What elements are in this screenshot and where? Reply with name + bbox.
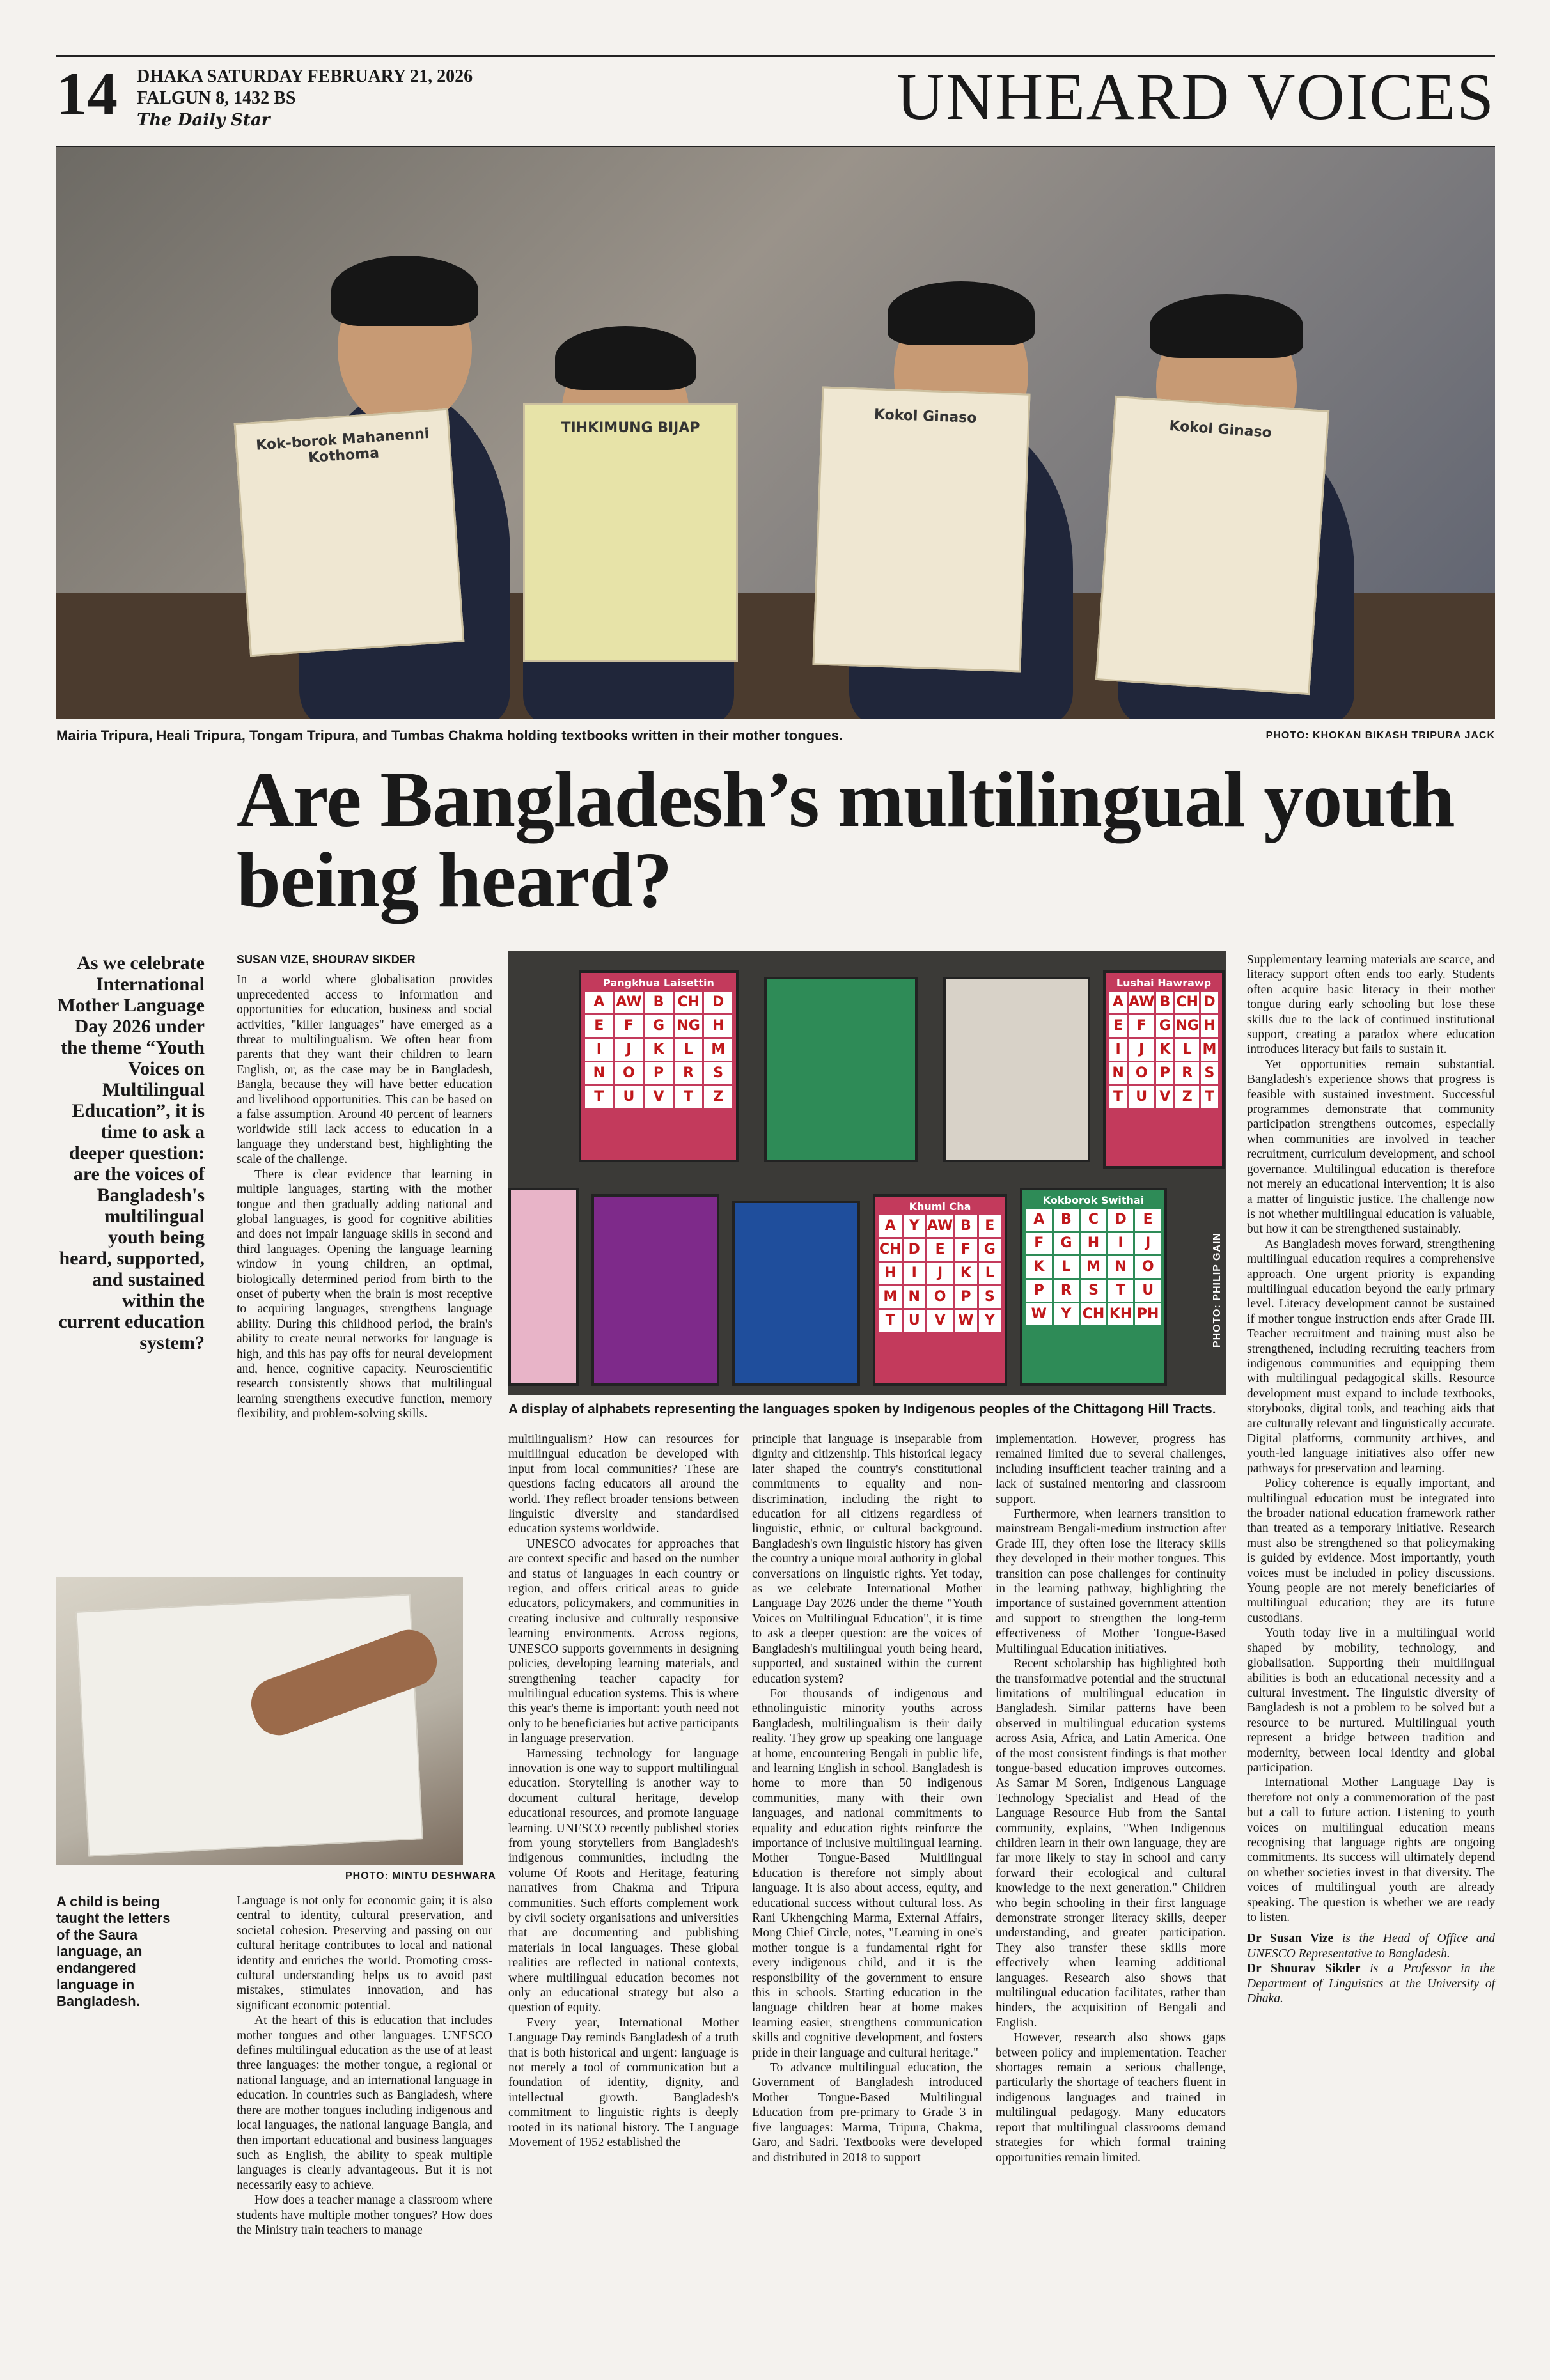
alphabet-letter: O — [927, 1286, 953, 1308]
alphabet-letter: CH — [879, 1239, 902, 1261]
alphabet-letter: KH — [1108, 1303, 1134, 1325]
alphabet-letter: S — [704, 1062, 732, 1084]
alphabet-letter: K — [1026, 1256, 1052, 1278]
alphabet-letter: D — [904, 1239, 925, 1261]
alphabet-letter: P — [1156, 1062, 1173, 1084]
student-hair — [555, 326, 696, 390]
alphabet-letter: B — [1156, 992, 1173, 1013]
alphabet-letter: A — [585, 992, 613, 1013]
paragraph: At the heart of this is education that includes mother tongues and other languages. UNESCO defines multilingual education as the use of at least three languages: the mother tongue, a regional or national language, and an international language in education. In countries such as Bangladesh, where there are mother tongues including indigenous and local languages, the national language Bangla, and then important educational and business languages such as English, the ability to speak multiple languages is clearly advantageous. But it is not necessarily easy to achieve. — [237, 2014, 492, 2192]
chart-photo-credit: PHOTO: PHILIP GAIN — [1212, 1233, 1223, 1348]
masthead — [56, 55, 1495, 148]
paragraph: In a world where globalisation provides unprecedented access to information and opportunities for education, business and social activities, "killer languages" have emerged as a threat to multilingualism. We often hear from parents that they want their children to learn English, or, as the case may be in Bangladesh, Bangla, because they will have better education and livelihood opportunities. This can be based on a false assumption. Around 40 percent of learners worldwide still lack access to education in a language they understand best, highlighting the scale of the challenge. — [237, 973, 492, 1167]
paragraph: However, research also shows gaps between policy and implementation. Teacher shortages remain a serious challenge, particularly the shortage of teachers fluent in indigenous languages and trained in multilingual pedagogy. Many educators report that multilingual classrooms demand strategies for which formal training opportunities remain limited. — [996, 2031, 1226, 2165]
publication-name: The Daily Star — [137, 111, 270, 130]
alphabet-letter: O — [1129, 1062, 1154, 1084]
alphabet-chart: Lushai Hawrawp A AW B CH D E F G NG H I J K L M N O P R S T U V Z T — [1103, 970, 1225, 1169]
alphabet-letter: J — [1129, 1039, 1154, 1061]
alphabet-letter: S — [979, 1286, 1001, 1308]
paragraph: Every year, International Mother Language Day reminds Bangladesh of a truth that is both historical and urgent: language is not merely a tool of communication but a foundation of identity, dignity, and intellectual growth. Bangladesh's commitment to linguistic rights is deeply rooted in its national history. The Language Movement of 1952 established the — [508, 2016, 739, 2150]
alphabet-letter: R — [1175, 1062, 1198, 1084]
alphabet-letter: I — [1108, 1233, 1134, 1254]
alphabet-letter: M — [1201, 1039, 1218, 1061]
textbook: Kok-borok Mahanenni Kothoma — [234, 408, 465, 657]
alphabet-letter: G — [979, 1239, 1001, 1261]
alphabet-letter: A — [1026, 1209, 1052, 1231]
alphabet-letter: R — [1054, 1280, 1079, 1302]
alphabet-letter: Z — [1175, 1086, 1198, 1108]
textbook: Kokol Ginaso — [812, 386, 1030, 672]
paragraph: Harnessing technology for language innovation is one way to support multilingual education. Storytelling is another way to document cultural heritage, develop educational resources, and promote language learning. UNESCO recently published stories from young storytellers from Bangladesh's indigenous communities, including the volume Of Roots and Heritage, featuring narratives from Chakma and Tripura communities. Such efforts complement work by civil society organisations and universities that are documenting and publishing materials in local languages. These global realities are reflected in national contexts, where multilingual education becomes not only an educational strategy but also a question of equity. — [508, 1746, 739, 2015]
alphabet-letter: CH — [675, 992, 703, 1013]
alphabet-letter: K — [645, 1039, 673, 1061]
alphabet-letter: T — [585, 1086, 613, 1108]
alphabet-letter: B — [645, 992, 673, 1013]
top-photo-caption: Mairia Tripura, Heali Tripura, Tongam Tripura, and Tumbas Chakma holding textbooks written in their mother tongues. — [56, 727, 843, 743]
article-column-4 — [752, 1432, 982, 2165]
alphabet-letter: Z — [704, 1086, 732, 1108]
alphabet-letter: T — [879, 1310, 902, 1332]
alphabet-letter: L — [1175, 1039, 1198, 1061]
alphabet-letter: AW — [615, 992, 643, 1013]
alphabet-letter: F — [1129, 1015, 1154, 1037]
paragraph: Yet opportunities remain substantial. Bangladesh's experience shows that progress is feasible with sustained investment. Successful programmes demonstrate that community participation strengthens outcomes, especially when communities are involved in teacher recruitment, curriculum development, and school governance. Multilingual education is therefore not merely an educational intervention; it is also a matter of linguistic justice. The challenge now is not whether multilingual education is valuable, but how it can be strengthened sustainably. — [1247, 1057, 1495, 1236]
alphabet-letter: P — [1026, 1280, 1052, 1302]
alphabet-letter: L — [979, 1263, 1001, 1284]
alphabet-letter: G — [1054, 1233, 1079, 1254]
paragraph: Youth today live in a multilingual world shaped by mobility, technology, and globalisation. Supporting their multilingual abilities is both an educational necessity and a cultural investment. The linguistic diversity of Bangladesh is not a problem to be solved but a resource to be nurtured. Multilingual youth represent a bridge between tradition and modernity, between local identity and global participation. — [1247, 1626, 1495, 1775]
alphabet-chart — [732, 1201, 860, 1386]
alphabet-letter: H — [879, 1263, 902, 1284]
alphabet-letter: D — [1201, 992, 1218, 1013]
paragraph: International Mother Language Day is therefore not only a commemoration of the past but a call to future action. Listening to youth voices on multilingual education means recognising that language rights are ongoing commitments. Its success will ultimately depend on whether societies invest in that diversity. The voices of multilingual youth are already speaking. The question is whether we are ready to listen. — [1247, 1776, 1495, 1924]
alphabet-letter: T — [1109, 1086, 1127, 1108]
alphabet-letter: AW — [927, 1215, 953, 1237]
alphabet-letter: Y — [904, 1215, 925, 1237]
alphabet-letter: U — [1135, 1280, 1161, 1302]
alphabet-letter: P — [955, 1286, 976, 1308]
alphabet-letter: F — [955, 1239, 976, 1261]
alphabet-chart — [764, 977, 918, 1162]
alphabet-letter: N — [904, 1286, 925, 1308]
article-column-3 — [508, 1432, 739, 2151]
alphabet-letter: L — [1054, 1256, 1079, 1278]
article-column-2 — [237, 1894, 492, 2237]
alphabet-letter: N — [585, 1062, 613, 1084]
alphabet-letter: CH — [1175, 992, 1198, 1013]
alphabet-letter: T — [675, 1086, 703, 1108]
alphabet-letter: J — [1135, 1233, 1161, 1254]
alphabet-letter: C — [1081, 1209, 1106, 1231]
alphabet-letter: D — [1108, 1209, 1134, 1231]
paragraph: multilingualism? How can resources for multilingual education be developed with input from local communities? These are questions facing educators all around the world. They reflect broader tensions between linguistic diversity and standardised education systems worldwide. — [508, 1433, 739, 1536]
paragraph: Recent scholarship has highlighted both the transformative potential and the structural limitations of multilingual education in Bangladesh. Similar patterns have been observed in multilingual education systems across Asia, Africa, and Latin America. One of the most consistent findings is that mother tongue-based education improves outcomes. As Samar M Soren, Indigenous Language Technology Specialist and Head of the Language Resource Hub from the Santal community, explains, "When Indigenous children learn in their own language, they are far more likely to stay in school and carry forward their ecological and cultural knowledge to the next generation." Children who begin schooling in their first language demonstrate stronger literacy skills, deeper understanding, and greater participation. They also transfer these skills more effectively when learning additional languages. Research also shows that multilingual education facilitates, rather than hinders, the acquisition of Bengali and English. — [996, 1657, 1226, 2030]
section-title: UNHEARD VOICES — [896, 60, 1495, 134]
page-number: 14 — [56, 59, 118, 128]
standfirst: As we celebrate International Mother Language Day 2026 under the theme “Youth Voices on Multilingual Education”, it is time to ask a deeper question: are the voices of Bangladesh's multilingual youth being heard, supported, and sustained within the current education system? — [57, 953, 205, 1353]
alphabet-letter: NG — [675, 1015, 703, 1037]
alphabet-letter: D — [704, 992, 732, 1013]
alphabet-letter: V — [927, 1310, 953, 1332]
alphabet-letter: E — [1135, 1209, 1161, 1231]
article-column-1 — [237, 953, 492, 1422]
alphabet-letter: U — [615, 1086, 643, 1108]
alphabet-letter: G — [1156, 1015, 1173, 1037]
alphabet-letter: E — [585, 1015, 613, 1037]
alphabet-letter: B — [1054, 1209, 1079, 1231]
alphabet-letter: H — [704, 1015, 732, 1037]
alphabet-letter: AW — [1129, 992, 1154, 1013]
paragraph: For thousands of indigenous and ethnolinguistic minority youths across Bangladesh, multilingualism is their daily reality. They grow up speaking one language at home, encountering Bengali in public life, and learning English in school. Bangladesh is home to more than 50 indigenous communities, many with their own languages, and national commitments to equality and education rights reinforce the importance of inclusive multilingual learning. Mother Tongue-Based Multilingual Education is therefore not simply about language. It is also about access, equity, and educational success without cultural loss. As Rani Ukhengching Marma, External Affairs, Mong Chief Circle, notes, "Learning in one's mother tongue is a fundamental right for every indigenous child, and it is the responsibility of the government to ensure this in schools. Starting education in the language children hear at home makes learning easier, strengthens communication skills and cognitive development, and fosters pride in their language and cultural heritage." — [752, 1686, 982, 2060]
alphabet-letter: K — [1156, 1039, 1173, 1061]
alphabet-letter: A — [1109, 992, 1127, 1013]
child-photo-credit: PHOTO: MINTU DESHWARA — [345, 1871, 496, 1881]
alphabet-letter: R — [675, 1062, 703, 1084]
alphabet-letter: S — [1081, 1280, 1106, 1302]
top-photo — [56, 147, 1495, 719]
alphabet-letter: U — [904, 1310, 925, 1332]
alphabet-letter: N — [1108, 1256, 1134, 1278]
alphabet-letter: J — [927, 1263, 953, 1284]
alphabet-chart — [508, 1188, 579, 1386]
alphabet-chart: Pangkhua Laisettin A AW B CH D E F G NG H I J K L M N O P R S T U V T Z — [579, 970, 739, 1162]
alphabet-letter: A — [879, 1215, 902, 1237]
alphabet-letter: E — [927, 1239, 953, 1261]
alphabet-letter: F — [615, 1015, 643, 1037]
paragraph: Supplementary learning materials are scarce, and literacy support often ends too early. Students often acquire basic literacy in their mother tongue during early schooling but lose these skills due to the lack of continued institutional support, creating a paradox where education introduces literacy but fails to sustain it. — [1247, 953, 1495, 1057]
top-photo-credit: PHOTO: KHOKAN BIKASH TRIPURA JACK — [1265, 730, 1495, 741]
bangla-date: FALGUN 8, 1432 BS — [137, 88, 296, 108]
author-bio: Dr Shourav Sikder is a Professor in the Department of Linguistics at the University of Dhaka. — [1247, 1962, 1495, 2006]
alphabet-letter: V — [645, 1086, 673, 1108]
alphabet-letter: J — [615, 1039, 643, 1061]
alphabet-letter: T — [1108, 1280, 1134, 1302]
student-hair — [331, 256, 478, 326]
byline: SUSAN VIZE, SHOURAV SIKDER — [237, 953, 416, 966]
alphabet-letter: L — [675, 1039, 703, 1061]
paragraph: principle that language is inseparable from dignity and citizenship. This historical legacy later shaped the country's constitutional commitments to equality and non-discrimination, including the right to education for all citizens regardless of linguistic, ethnic, or cultural background. Bangladesh's own linguistic history has given the country a unique moral authority in global conversations on linguistic rights. Yet today, as we celebrate International Mother Language Day 2026 under the theme "Youth Voices on Multilingual Education", it is time to ask a deeper question: are the voices of Bangladesh's multilingual youth being heard, supported, and sustained within the current education system? — [752, 1433, 982, 1686]
headline: Are Bangladesh’s multilingual youth being heard? — [237, 756, 1455, 924]
alphabet-letter: S — [1201, 1062, 1218, 1084]
alphabet-letter: I — [585, 1039, 613, 1061]
paragraph: As Bangladesh moves forward, strengthening multilingual education requires a comprehensive approach. One urgent priority is expanding multilingual education beyond the early primary level. Literacy development cannot be sustained if mother tongue instruction ends after Grade III. Teacher recruitment and training must also be strengthened, including recruiting teachers from indigenous communities and equipping them with multilingual pedagogical skills. Resource development must expand to include textbooks, storybooks, digital tools, and teaching aids that are culturally relevant and linguistically accurate. Digital platforms, community archives, and youth-led language initiatives also offer new pathways for preservation and learning. — [1247, 1237, 1495, 1475]
alphabet-letter: K — [955, 1263, 976, 1284]
paragraph: Policy coherence is equally important, and multilingual education must be integrated into the broader national education framework rather than treated as a temporary initiative. Research must also be strengthened so that policymaking is guided by evidence. Most importantly, youth voices must be included in policy discussions. Young people are not merely beneficiaries of multilingual education; they are its future custodians. — [1247, 1477, 1495, 1625]
alphabet-letter: M — [704, 1039, 732, 1061]
alphabet-letter: E — [979, 1215, 1001, 1237]
article-column-5 — [996, 1432, 1226, 2165]
textbook: TIHKIMUNG BIJAP — [523, 403, 738, 662]
child-photo-caption: A child is being taught the letters of the Saura language, an endangered language in Bangladesh. — [56, 1894, 171, 2009]
alphabet-letter: PH — [1135, 1303, 1161, 1325]
alphabet-letter: W — [955, 1310, 976, 1332]
alphabet-letter: F — [1026, 1233, 1052, 1254]
article-column-6 — [1247, 953, 1495, 2006]
paragraph: There is clear evidence that learning in multiple languages, starting with the mother tongue and then gradually adding national and global languages, is good for cognitive abilities and does not impair language skills in second and third languages. Opening the language learning window in young children, an optimal, biologically determined period from birth to the onset of puberty when the brain is most receptive to acquiring languages, strengthens language ability. During this childhood period, the brain's ability to create neural networks for language is high, and this has pay offs for neural development and, hence, cognitive capacity. Neuroscientific research consistently shows that multilingual learning strengthens executive function, memory flexibility, and problem-solving skills. — [237, 1167, 492, 1421]
author-bio: Dr Susan Vize is the Head of Office and UNESCO Representative to Bangladesh. — [1247, 1932, 1495, 1961]
alphabet-letter: I — [904, 1263, 925, 1284]
paragraph: UNESCO advocates for approaches that are context specific and based on the number and status of languages in each country or region, and offers critical areas to guide educators, policymakers, and communities in creating inclusive and culturally responsive learning environments. Across regions, UNESCO supports governments in designing policies, developing learning materials, and strengthening teacher capacity for multilingual education systems. This is where this year's theme is important: youth need not only to be beneficiaries but active participants in language preservation. — [508, 1537, 739, 1746]
alphabet-letter: W — [1026, 1303, 1052, 1325]
paragraph: Furthermore, when learners transition to mainstream Bengali-medium instruction after Grade III, they often lose the literacy skills they developed in their mother tongues. This transition can pose challenges for continuity in the learning pathway, highlighting the importance of sustained government attention and support to strengthen the long-term effectiveness of Mother Tongue-Based Multilingual Education initiatives. — [996, 1507, 1226, 1656]
alphabet-letter: M — [1081, 1256, 1106, 1278]
chart-photo-caption: A display of alphabets representing the languages spoken by Indigenous peoples of the Chittagong Hill Tracts. — [508, 1402, 1216, 1417]
student-hair — [1150, 294, 1303, 358]
alphabet-letter: O — [615, 1062, 643, 1084]
alphabet-letter: E — [1109, 1015, 1127, 1037]
child-learning-photo — [56, 1577, 463, 1865]
alphabet-letter: NG — [1175, 1015, 1198, 1037]
alphabet-chart: Khumi Cha A Y AW B E CH D E F G H I J K L M N O P S T U V W Y — [873, 1194, 1007, 1386]
alphabet-letter: H — [1201, 1015, 1218, 1037]
alphabet-letter: M — [879, 1286, 902, 1308]
alphabet-sheet — [75, 1594, 423, 1857]
alphabet-letter: Y — [1054, 1303, 1079, 1325]
alphabet-letter: U — [1129, 1086, 1154, 1108]
alphabet-letter: P — [645, 1062, 673, 1084]
alphabet-letter: T — [1201, 1086, 1218, 1108]
paragraph: implementation. However, progress has remained limited due to several challenges, including insufficient teacher training and a lack of sustained mentoring and classroom support. — [996, 1433, 1226, 1506]
alphabet-letter: H — [1081, 1233, 1106, 1254]
dateline — [137, 66, 473, 131]
student-hair — [888, 281, 1035, 345]
alphabet-chart — [591, 1194, 719, 1386]
alphabet-chart — [943, 977, 1090, 1162]
alphabet-letter: N — [1109, 1062, 1127, 1084]
alphabet-letter: B — [955, 1215, 976, 1237]
alphabet-letter: V — [1156, 1086, 1173, 1108]
paragraph: To advance multilingual education, the Government of Bangladesh introduced Mother Tongue-Based Multilingual Education from pre-primary to Grade 3 in five languages: Marma, Tripura, Chakma, Garo, and Sadri. Textbooks were developed and distributed in 2018 to support — [752, 2061, 982, 2165]
paragraph: Language is not only for economic gain; it is also central to identity, cultural preservation, and societal cohesion. Preserving and passing on our cultural heritage contributes to local and national identity and enriches the world. Promoting cross-cultural understanding helps us to avoid past mistakes, stimulates innovation, and has significant economic potential. — [237, 1894, 492, 2012]
textbook: Kokol Ginaso — [1095, 396, 1329, 695]
alphabet-letter: G — [645, 1015, 673, 1037]
paragraph: How does a teacher manage a classroom where students have multiple mother tongues? How does the Ministry train teachers to manage — [237, 2193, 492, 2237]
alphabet-chart: Kokborok Swithai A B C D E F G H I J K L M N O P R S T U W Y CH KH PH — [1020, 1188, 1167, 1386]
column-1-text — [237, 972, 492, 1421]
alphabet-charts-photo — [508, 951, 1226, 1395]
alphabet-letter: Y — [979, 1310, 1001, 1332]
date-line: DHAKA SATURDAY FEBRUARY 21, 2026 — [137, 66, 473, 86]
alphabet-letter: I — [1109, 1039, 1127, 1061]
alphabet-letter: O — [1135, 1256, 1161, 1278]
alphabet-letter: CH — [1081, 1303, 1106, 1325]
